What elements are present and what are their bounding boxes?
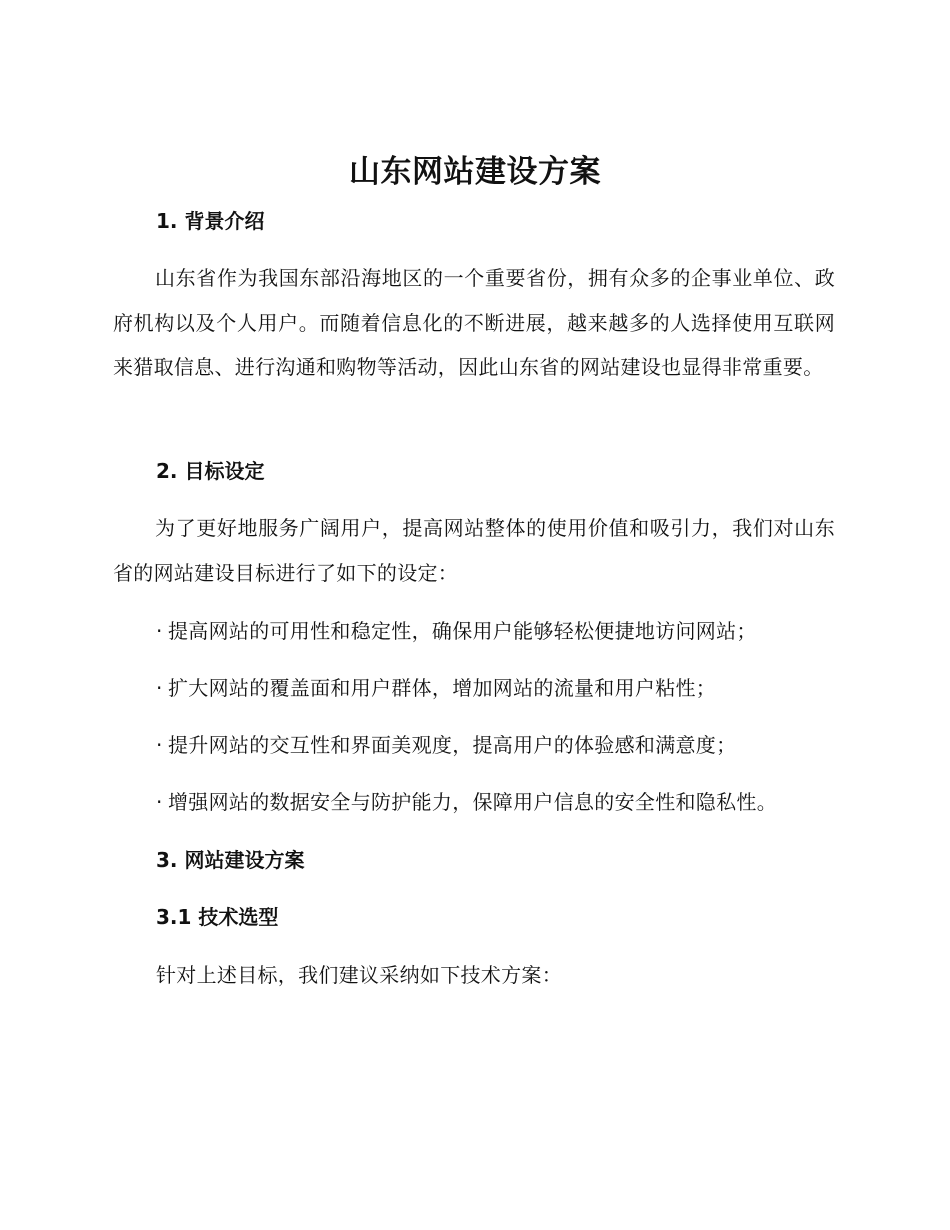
bullet-marker: ·	[156, 790, 163, 814]
bullet-marker: ·	[156, 619, 163, 643]
subsection-heading-tech: 3.1 技术选型	[156, 905, 279, 929]
paragraph-goals: 为了更好地服务广阔用户，提高网站整体的使用价值和吸引力，我们对山东省的网站建设目标进行了如下的设定：	[113, 516, 835, 585]
document-title: 山东网站建设方案	[349, 154, 601, 190]
bullet-text: 增强网站的数据安全与防护能力，保障用户信息的安全性和隐私性。	[168, 790, 777, 814]
section-heading-goals: 2. 目标设定	[156, 459, 265, 483]
bullet-text: 提升网站的交互性和界面美观度，提高用户的体验感和满意度；	[168, 733, 737, 757]
bullet-text: 扩大网站的覆盖面和用户群体，增加网站的流量和用户粘性；	[168, 676, 717, 700]
section-heading-background: 1. 背景介绍	[156, 209, 265, 233]
bullet-text: 提高网站的可用性和稳定性，确保用户能够轻松便捷地访问网站；	[168, 619, 757, 643]
bullet-item	[156, 731, 736, 759]
paragraph-background: 山东省作为我国东部沿海地区的一个重要省份，拥有众多的企事业单位、政府机构以及个人用户。而随着信息化的不断进展，越来越多的人选择使用互联网来猎取信息、进行沟通和购物等活动，因此山东省的网站建设也显得非常重要。	[113, 266, 835, 379]
paragraph-tech: 针对上述目标，我们建议采纳如下技术方案：	[156, 963, 562, 987]
bullet-item	[156, 674, 716, 702]
section-heading-plan: 3. 网站建设方案	[156, 848, 305, 872]
bullet-marker: ·	[156, 676, 163, 700]
bullet-item	[156, 788, 777, 816]
bullet-item	[156, 617, 757, 645]
bullet-marker: ·	[156, 733, 163, 757]
